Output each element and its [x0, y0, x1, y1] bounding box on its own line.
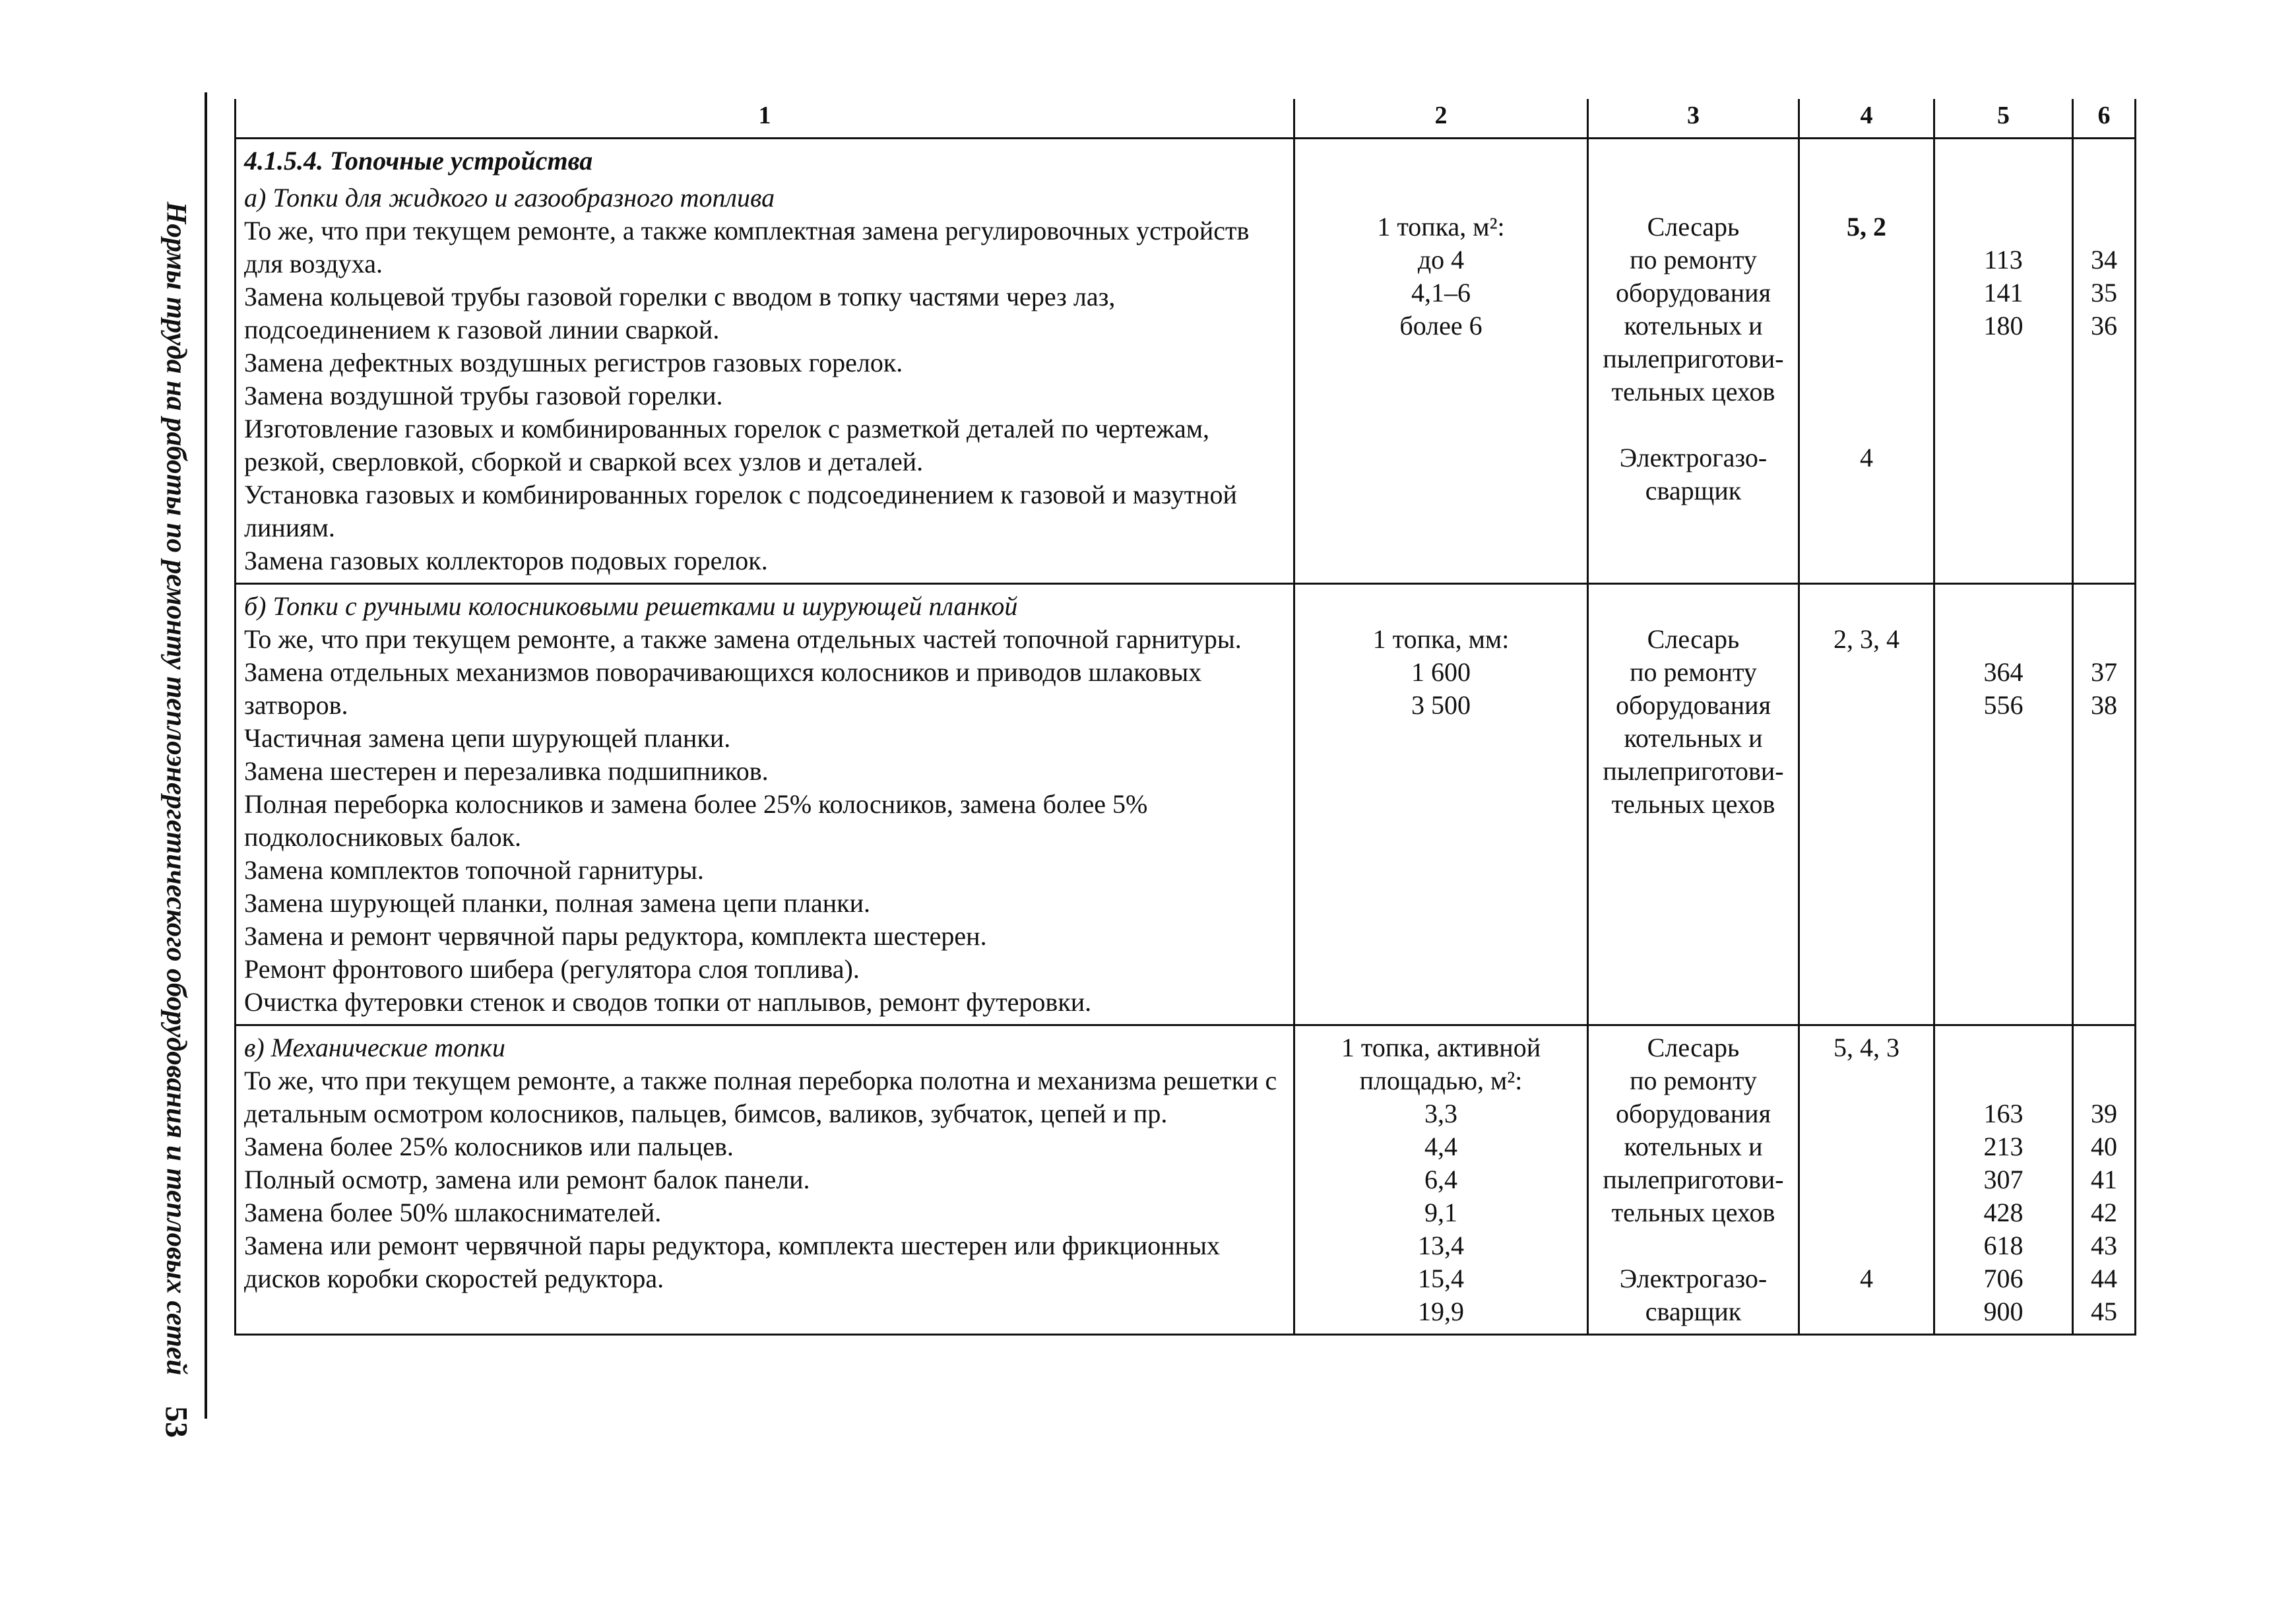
hours-value: 556	[1983, 690, 2024, 720]
profession-line: Слесарь	[1647, 624, 1740, 654]
profession-cell	[1588, 1025, 1799, 1335]
hours-value: 213	[1983, 1132, 2024, 1161]
work-item: То же, что при текущем ремонте, а также замена отдельных частей топочной гарнитуры.	[244, 624, 1242, 654]
work-description-cell	[236, 584, 1294, 1025]
grade-cell	[1799, 1025, 1934, 1335]
grade-welder: 4	[1860, 443, 1873, 472]
profession-line: тельных цехов	[1611, 789, 1775, 819]
profession-cell	[1588, 584, 1799, 1025]
profession-line: по ремонту	[1630, 657, 1757, 687]
work-item: Замена шурующей планки, полная замена цепи планки.	[244, 888, 871, 918]
unit-line: до 4	[1417, 245, 1465, 274]
work-item: Полный осмотр, замена или ремонт балок панели.	[244, 1165, 810, 1194]
unit-line: 1 600	[1411, 657, 1471, 687]
work-item: Замена более 25% колосников или пальцев.	[244, 1132, 734, 1161]
work-item: Замена или ремонт червячной пары редуктора, комплекта шестерен или фрикционных дисков коробки скоростей редуктора.	[244, 1231, 1220, 1293]
work-item: То же, что при текущем ремонте, а также комплектная замена регулировочных устройств для воздуха.	[244, 216, 1250, 278]
hours-value: 163	[1983, 1099, 2024, 1128]
unit-line: 1 топка, м²:	[1377, 212, 1505, 242]
profession-line: по ремонту	[1630, 1066, 1757, 1095]
unit-line: 3,3	[1424, 1099, 1457, 1128]
profession-line: Слесарь	[1647, 1033, 1740, 1062]
profession-line: пылеприготови-	[1603, 344, 1784, 373]
number-cell	[2073, 1025, 2136, 1335]
row-number: 44	[2091, 1264, 2117, 1293]
work-item: Замена шестерен и перезаливка подшипников.	[244, 756, 769, 786]
row-number: 43	[2091, 1231, 2117, 1260]
header-cell-5: 5	[1934, 99, 2073, 139]
header-cell-3: 3	[1588, 99, 1799, 139]
unit-cell	[1294, 584, 1588, 1025]
profession-line: оборудования	[1616, 690, 1771, 720]
grade-cell	[1799, 139, 1934, 584]
running-head	[153, 175, 199, 1402]
unit-line: 3 500	[1411, 690, 1471, 720]
row-number: 42	[2091, 1198, 2117, 1227]
work-item: Замена более 50% шлакоснимателей.	[244, 1198, 662, 1227]
grade-main: 5, 2	[1847, 212, 1886, 242]
unit-line: 19,9	[1418, 1297, 1464, 1326]
hours-value: 113	[1984, 245, 2023, 274]
profession-line: котельных и	[1624, 723, 1763, 753]
hours-value: 428	[1983, 1198, 2024, 1227]
table-row	[236, 139, 2136, 584]
work-description-cell	[236, 1025, 1294, 1335]
table-row	[236, 1025, 2136, 1335]
number-cell	[2073, 139, 2136, 584]
hours-value: 307	[1983, 1165, 2024, 1194]
grade-main: 2, 3, 4	[1834, 624, 1899, 654]
row-number: 38	[2091, 690, 2117, 720]
profession-line: пылеприготови-	[1603, 756, 1784, 786]
work-item: То же, что при текущем ремонте, а также полная переборка полотна и механизма решетки с детальным осмотром колосников, пальцев, бимсов, валиков, зубчаток, цепей и пр.	[244, 1066, 1277, 1128]
unit-line: 15,4	[1418, 1264, 1464, 1293]
work-item: Ремонт фронтового шибера (регулятора слоя топлива).	[244, 954, 860, 984]
row-number: 34	[2091, 245, 2117, 274]
work-item: Замена комплектов топочной гарнитуры.	[244, 855, 704, 885]
work-item: Замена отдельных механизмов поворачивающихся колосников и приводов шлаковых затворов.	[244, 657, 1202, 720]
number-cell	[2073, 584, 2136, 1025]
unit-line: 6,4	[1424, 1165, 1457, 1194]
hours-cell	[1934, 139, 2073, 584]
margin-rule	[205, 92, 207, 1419]
profession-line: котельных и	[1624, 311, 1763, 340]
profession-line: сварщик	[1645, 476, 1742, 505]
work-item: Замена кольцевой трубы газовой горелки с вводом в топку частями через лаз, подсоединением к газовой линии сваркой.	[244, 282, 1116, 344]
page-number-text: 53	[158, 1406, 194, 1438]
row-number: 35	[2091, 278, 2117, 307]
work-item: Замена газовых коллекторов подовых горелок.	[244, 546, 768, 575]
hours-value: 618	[1983, 1231, 2024, 1260]
hours-value: 706	[1983, 1264, 2024, 1293]
profession-line: по ремонту	[1630, 245, 1757, 274]
profession-line: Электрогазо-	[1619, 443, 1768, 472]
header-cell-1: 1	[236, 99, 1294, 139]
block-subtitle: в) Механические топки	[244, 1033, 505, 1062]
row-number: 41	[2091, 1165, 2117, 1194]
profession-line: оборудования	[1616, 1099, 1771, 1128]
work-description-cell	[236, 139, 1294, 584]
profession-line: пылеприготови-	[1603, 1165, 1784, 1194]
row-number: 37	[2091, 657, 2117, 687]
unit-line: 4,1–6	[1411, 278, 1471, 307]
header-row	[236, 99, 2136, 139]
profession-cell	[1588, 139, 1799, 584]
work-item: Очистка футеровки стенок и сводов топки от наплывов, ремонт футеровки.	[244, 987, 1092, 1017]
header-cell-2: 2	[1294, 99, 1588, 139]
work-item: Изготовление газовых и комбинированных горелок с разметкой деталей по чертежам, резкой, сверловкой, сборкой и сваркой всех узлов и деталей.	[244, 414, 1210, 476]
work-item: Полная переборка колосников и замена более 25% колосников, замена более 5% подколосниковых балок.	[244, 789, 1148, 852]
work-item: Замена воздушной трубы газовой горелки.	[244, 381, 723, 410]
profession-line: сварщик	[1645, 1297, 1742, 1326]
unit-line: площадью, м²:	[1359, 1066, 1523, 1095]
work-item: Установка газовых и комбинированных горелок с подсоединением к газовой и мазутной линиям.	[244, 480, 1237, 542]
work-item: Частичная замена цепи шурующей планки.	[244, 723, 731, 753]
hours-value: 141	[1983, 278, 2024, 307]
hours-value: 364	[1983, 657, 2024, 687]
grade-welder: 4	[1860, 1264, 1873, 1293]
unit-line: 13,4	[1418, 1231, 1464, 1260]
unit-line: 1 топка, мм:	[1372, 624, 1510, 654]
hours-value: 180	[1983, 311, 2024, 340]
hours-cell	[1934, 1025, 2073, 1335]
profession-line: Слесарь	[1647, 212, 1740, 242]
block-subtitle: а) Топки для жидкого и газообразного топлива	[244, 183, 775, 212]
unit-line: 4,4	[1424, 1132, 1457, 1161]
grade-main: 5, 4, 3	[1834, 1033, 1899, 1062]
profession-line: тельных цехов	[1611, 1198, 1775, 1227]
unit-cell	[1294, 1025, 1588, 1335]
running-head-text: Нормы труда на работы по ремонту теплоэнергетического оборудования и тепловых сетей	[160, 201, 192, 1376]
header-cell-4: 4	[1799, 99, 1934, 139]
row-number: 40	[2091, 1132, 2117, 1161]
table-row	[236, 584, 2136, 1025]
unit-line: 9,1	[1424, 1198, 1457, 1227]
hours-cell	[1934, 584, 2073, 1025]
grade-cell	[1799, 584, 1934, 1025]
work-item: Замена и ремонт червячной пары редуктора, комплекта шестерен.	[244, 921, 987, 951]
profession-line: оборудования	[1616, 278, 1771, 307]
section-title: 4.1.5.4. Топочные устройства	[244, 146, 593, 176]
row-number: 39	[2091, 1099, 2117, 1128]
hours-value: 900	[1983, 1297, 2024, 1326]
row-number: 45	[2091, 1297, 2117, 1326]
unit-line: более 6	[1399, 311, 1483, 340]
block-subtitle: б) Топки с ручными колосниковыми решетками и шурующей планкой	[244, 591, 1018, 621]
unit-cell	[1294, 139, 1588, 584]
profession-line: Электрогазо-	[1619, 1264, 1768, 1293]
norms-table	[234, 99, 2136, 1336]
page-number	[153, 1392, 199, 1452]
header-cell-6: 6	[2073, 99, 2136, 139]
work-item: Замена дефектных воздушных регистров газовых горелок.	[244, 348, 903, 377]
unit-line: 1 топка, активной	[1341, 1033, 1541, 1062]
profession-line: тельных цехов	[1611, 377, 1775, 406]
row-number: 36	[2091, 311, 2117, 340]
profession-line: котельных и	[1624, 1132, 1763, 1161]
